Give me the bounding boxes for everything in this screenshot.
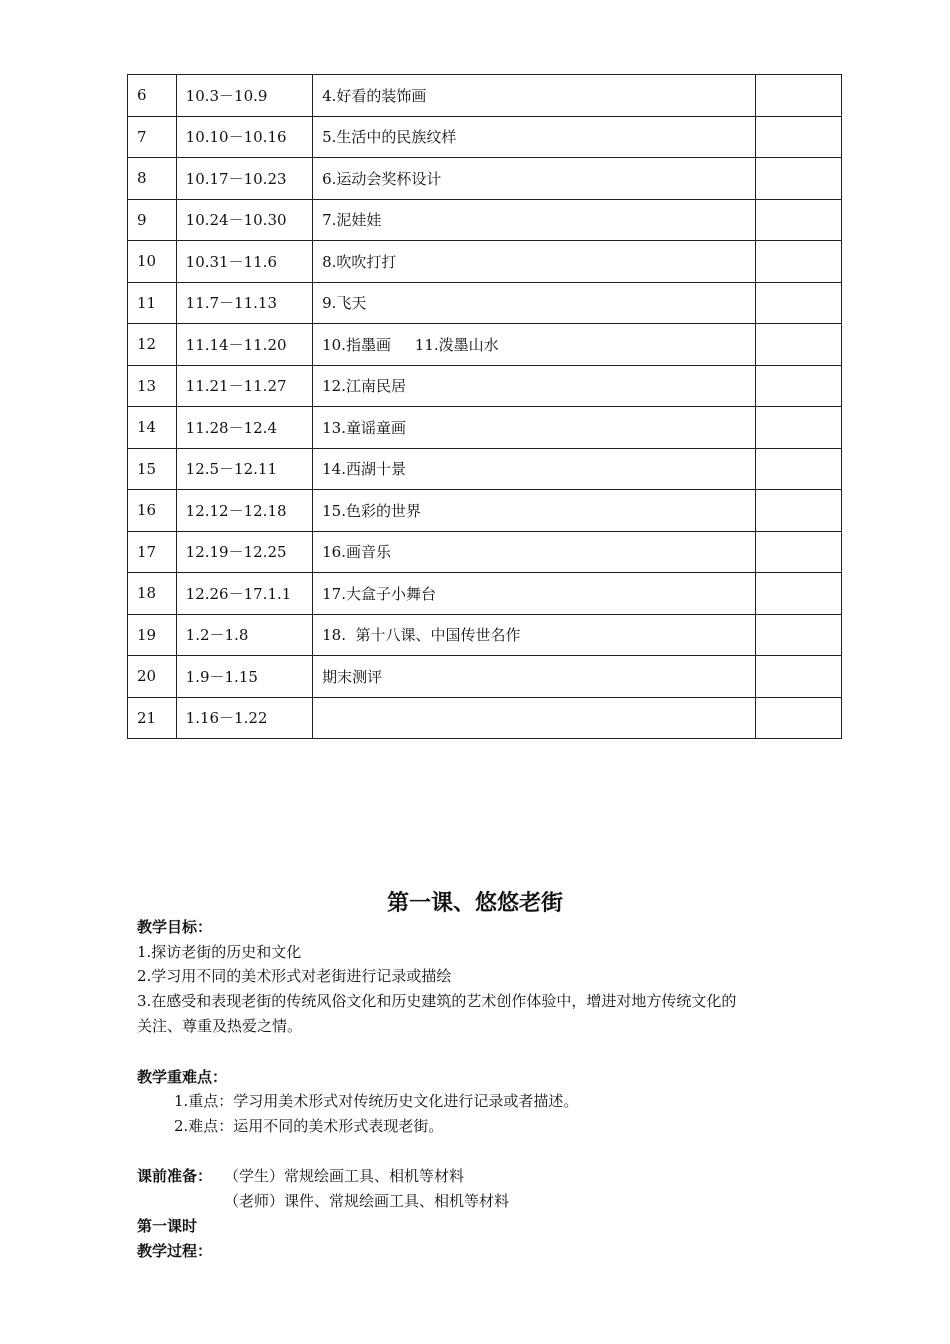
note-cell	[756, 324, 842, 366]
table-row	[128, 656, 842, 698]
lesson-title: 第一课、悠悠老街	[386, 891, 563, 916]
content-cell: 18. 第十八课、中国传世名作	[313, 614, 756, 656]
note-cell	[756, 75, 842, 117]
note-cell	[756, 656, 842, 698]
dates-cell: 1.9－1.15	[176, 656, 312, 698]
table-row	[128, 407, 842, 449]
goal-3-line-2: 关注、尊重及热爱之情。	[137, 1017, 303, 1035]
goal-3-line-1: 3.在感受和表现老街的传统风俗文化和历史建筑的艺术创作体验中，增进对地方传统文化的	[137, 992, 737, 1010]
key-point-2: 2.难点：运用不同的美术形式表现老街。	[174, 1117, 444, 1135]
note-cell	[756, 407, 842, 449]
content-cell: 9.飞天	[313, 282, 756, 324]
note-cell	[756, 365, 842, 407]
dates-cell: 12.12－12.18	[176, 490, 312, 532]
dates-cell: 11.21－11.27	[176, 365, 312, 407]
content-cell: 12.江南民居	[313, 365, 756, 407]
content-cell: 16.画音乐	[313, 531, 756, 573]
week-cell: 20	[128, 656, 177, 698]
note-cell	[756, 116, 842, 158]
prep-student: （学生）常规绘画工具、相机等材料	[224, 1167, 465, 1185]
dates-cell: 10.31－11.6	[176, 241, 312, 283]
note-cell	[756, 573, 842, 615]
dates-cell: 10.17－10.23	[176, 158, 312, 200]
week-cell: 12	[128, 324, 177, 366]
week-cell: 18	[128, 573, 177, 615]
table-row	[128, 158, 842, 200]
week-cell: 21	[128, 697, 177, 739]
dates-cell: 12.26－17.1.1	[176, 573, 312, 615]
goal-1: 1.探访老街的历史和文化	[137, 943, 302, 961]
week-cell: 10	[128, 241, 177, 283]
process-heading: 教学过程：	[137, 1242, 213, 1260]
table-row	[128, 573, 842, 615]
table-row	[128, 448, 842, 490]
goal-2: 2.学习用不同的美术形式对老街进行记录或描绘	[137, 967, 452, 985]
note-cell	[756, 614, 842, 656]
table-row	[128, 282, 842, 324]
week-cell: 19	[128, 614, 177, 656]
table-row	[128, 365, 842, 407]
content-cell: 14.西湖十景	[313, 448, 756, 490]
content-cell: 4.好看的装饰画	[313, 75, 756, 117]
note-cell	[756, 199, 842, 241]
week-cell: 11	[128, 282, 177, 324]
table-row	[128, 116, 842, 158]
content-cell	[313, 697, 756, 739]
week-cell: 8	[128, 158, 177, 200]
dates-cell: 11.7－11.13	[176, 282, 312, 324]
table-row	[128, 614, 842, 656]
schedule-table	[127, 74, 842, 739]
content-cell: 10.指墨画 11.泼墨山水	[313, 324, 756, 366]
week-cell: 6	[128, 75, 177, 117]
note-cell	[756, 448, 842, 490]
week-cell: 15	[128, 448, 177, 490]
note-cell	[756, 697, 842, 739]
note-cell	[756, 158, 842, 200]
table-row	[128, 241, 842, 283]
note-cell	[756, 490, 842, 532]
dates-cell: 11.14－11.20	[176, 324, 312, 366]
note-cell	[756, 241, 842, 283]
key-points-heading: 教学重难点：	[137, 1068, 228, 1086]
week-cell: 16	[128, 490, 177, 532]
table-row	[128, 75, 842, 117]
key-point-1: 1.重点：学习用美术形式对传统历史文化进行记录或者描述。	[174, 1092, 579, 1110]
content-cell: 17.大盒子小舞台	[313, 573, 756, 615]
prep-heading: 课前准备：	[137, 1167, 213, 1185]
dates-cell: 11.28－12.4	[176, 407, 312, 449]
dates-cell: 12.19－12.25	[176, 531, 312, 573]
dates-cell: 1.2－1.8	[176, 614, 312, 656]
period-label: 第一课时	[137, 1217, 198, 1235]
dates-cell: 10.3－10.9	[176, 75, 312, 117]
week-cell: 14	[128, 407, 177, 449]
table-row	[128, 490, 842, 532]
table-row	[128, 697, 842, 739]
table-row	[128, 199, 842, 241]
week-cell: 13	[128, 365, 177, 407]
dates-cell: 1.16－1.22	[176, 697, 312, 739]
content-cell: 期末测评	[313, 656, 756, 698]
dates-cell: 10.10－10.16	[176, 116, 312, 158]
week-cell: 9	[128, 199, 177, 241]
content-cell: 7.泥娃娃	[313, 199, 756, 241]
content-cell: 13.童谣童画	[313, 407, 756, 449]
dates-cell: 12.5－12.11	[176, 448, 312, 490]
table-row	[128, 324, 842, 366]
week-cell: 7	[128, 116, 177, 158]
prep-teacher: （老师）课件、常规绘画工具、相机等材料	[224, 1192, 510, 1210]
note-cell	[756, 531, 842, 573]
goals-heading: 教学目标：	[137, 918, 213, 936]
note-cell	[756, 282, 842, 324]
dates-cell: 10.24－10.30	[176, 199, 312, 241]
content-cell: 5.生活中的民族纹样	[313, 116, 756, 158]
table-row	[128, 531, 842, 573]
content-cell: 8.吹吹打打	[313, 241, 756, 283]
content-cell: 6.运动会奖杯设计	[313, 158, 756, 200]
week-cell: 17	[128, 531, 177, 573]
content-cell: 15.色彩的世界	[313, 490, 756, 532]
